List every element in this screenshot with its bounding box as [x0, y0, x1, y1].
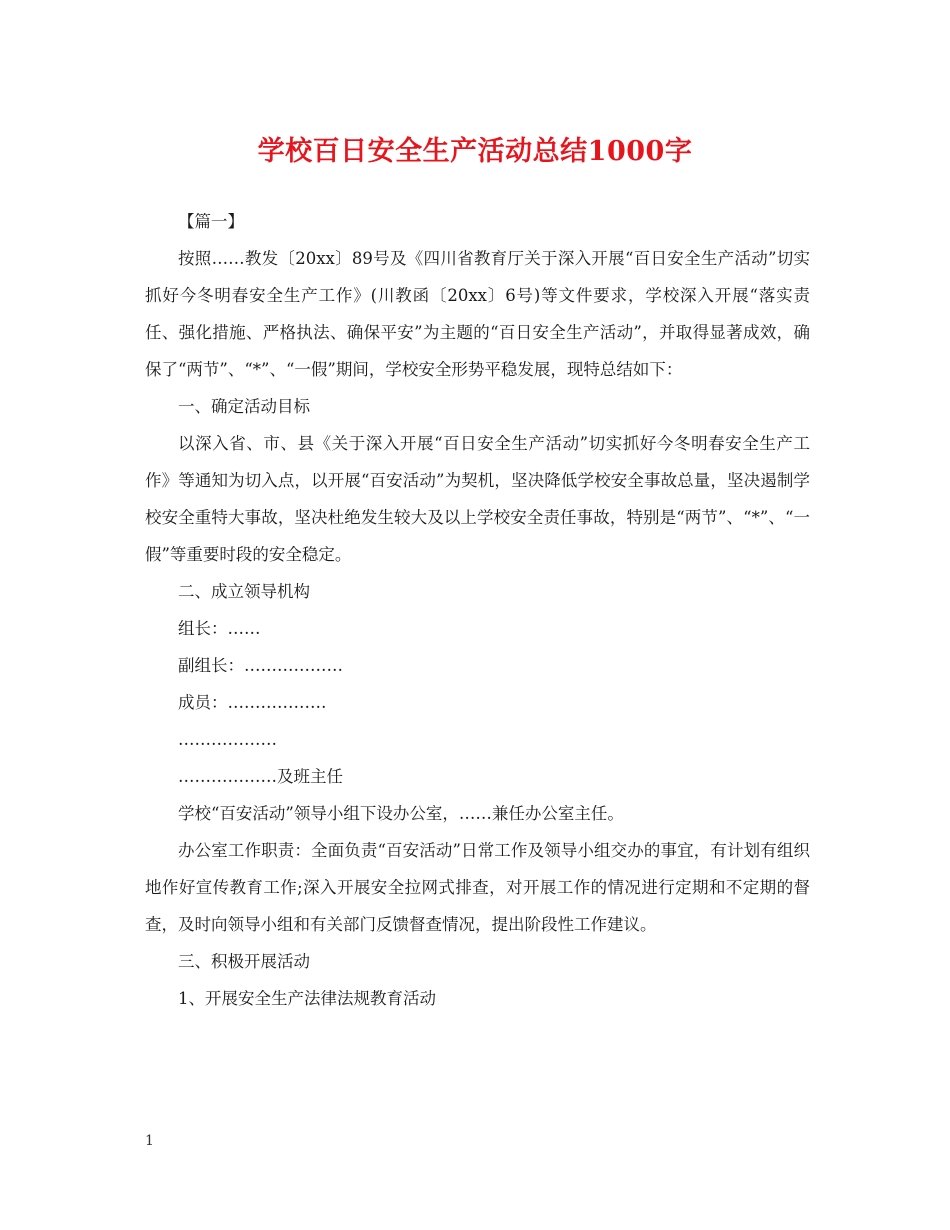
activity-item-1: 1、开展安全生产法律法规教育活动	[178, 989, 436, 1008]
members-class-teachers-line: ………………及班主任	[178, 767, 343, 786]
members-continued-line: ………………	[178, 730, 277, 749]
leader-line: 组长：……	[178, 619, 261, 638]
office-duties-paragraph: 办公室工作职责：全面负责“百安活动”日常工作及领导小组交办的事宜，有计划有组织地作好宣传教育工作;深入开展安全拉网式排查，对开展工作的情况进行定期和不定期的督查，及时向领导小组和有关部门反馈督查情况，提出阶段性工作建议。	[145, 841, 810, 934]
deputy-leader-line: 副组长：………………	[178, 656, 343, 675]
section-label: 【篇一】	[178, 212, 244, 231]
intro-paragraph: 按照……教发〔20xx〕89号及《四川省教育厅关于深入开展“百日安全生产活动”切实抓好今冬明春安全生产工作》(川教函〔20xx〕6号)等文件要求，学校深入开展“落实责任、强化措施、严格执法、确保平安”为主题的“百日安全生产活动”，并取得显著成效，确保了“两节”、“*”、“一假”期间，学校安全形势平稳发展，现特总结如下：	[145, 249, 810, 379]
section-heading-goal: 一、确定活动目标	[178, 397, 310, 416]
goal-paragraph: 以深入省、市、县《关于深入开展“百日安全生产活动”切实抓好今冬明春安全生产工作》等通知为切入点，以开展“百安活动”为契机，坚决降低学校安全事故总量，坚决遏制学校安全重特大事故，坚决杜绝发生较大及以上学校安全责任事故，特别是“两节”、“*”、“一假”等重要时段的安全稳定。	[145, 434, 810, 564]
document-title: 学校百日安全生产活动总结1000字	[257, 136, 693, 167]
section-heading-leadership: 二、成立领导机构	[178, 582, 310, 601]
document-body	[145, 203, 810, 1017]
members-line: 成员：………………	[178, 693, 327, 712]
section-heading-activities: 三、积极开展活动	[178, 952, 310, 971]
office-setup-paragraph: 学校“百安活动”领导小组下设办公室，……兼任办公室主任。	[178, 804, 624, 823]
page-number: 1	[145, 1133, 154, 1149]
